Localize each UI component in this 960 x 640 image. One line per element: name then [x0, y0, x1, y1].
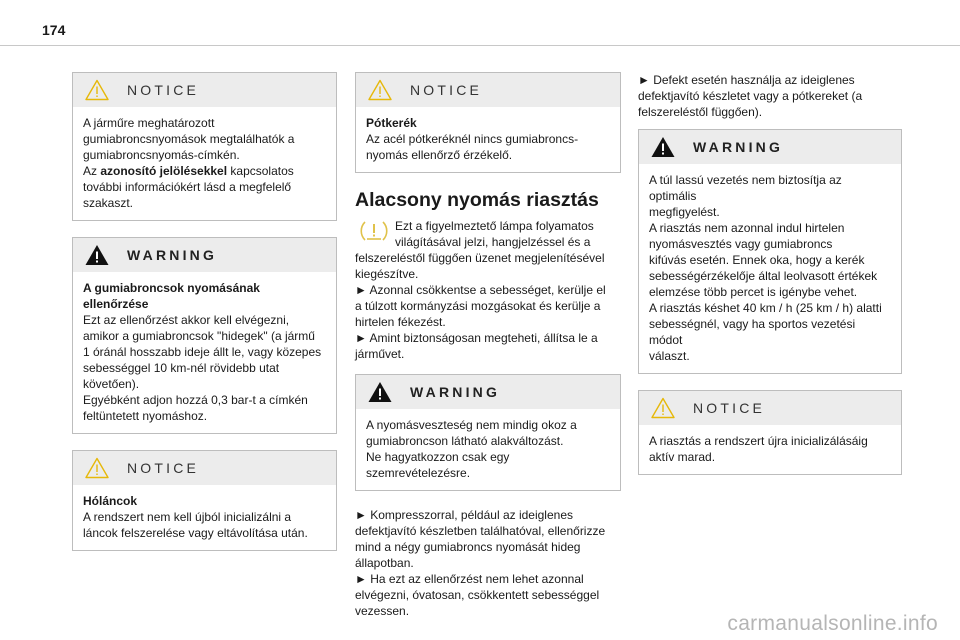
text-line: láncok felszerelése vagy eltávolítása után.	[83, 526, 308, 540]
notice-title: NOTICE	[410, 82, 483, 98]
warning-box-header	[356, 375, 620, 409]
text-line: felszereléstől függően üzenet megjelenítésével	[355, 251, 605, 265]
notice-box-snow-chains	[72, 450, 337, 551]
text-line: járművet.	[355, 347, 405, 361]
column-3	[638, 72, 902, 491]
text-line: felszereléstől függően).	[638, 105, 763, 119]
tyre-pressure-warning-icon	[359, 219, 389, 243]
text-line: nyomásvesztés vagy gumiabroncs	[649, 237, 833, 251]
text-line: A rendszert nem kell újból inicializálni a	[83, 510, 292, 524]
text-line: A riasztás a rendszert újra inicializálásáig	[649, 434, 868, 448]
text-line: Ezt a figyelmeztető lámpa folyamatos	[395, 219, 594, 233]
text-line: szakaszt.	[83, 196, 134, 210]
notice-body	[356, 107, 620, 172]
notice-triangle-icon	[85, 457, 109, 479]
warning-box-pressure-check	[72, 237, 337, 434]
notice-subheading: Hóláncok	[83, 494, 138, 508]
text-line: hirtelen fékezést.	[355, 315, 446, 329]
text-line: gumiabroncsnyomások megtalálhatók a	[83, 132, 295, 146]
text-line: defektjavító készletet vagy a pótkereket (a	[638, 89, 863, 103]
warning-triangle-icon	[368, 381, 392, 403]
warning-triangle-icon	[85, 244, 109, 266]
bullet-line: ► Ha ezt az ellenőrzést nem lehet azonnal	[355, 572, 584, 586]
page-number: 174	[42, 22, 66, 38]
warning-box-header	[73, 238, 336, 272]
text-line: állapotban.	[355, 556, 414, 570]
low-pressure-alert-text	[355, 218, 621, 362]
column-2	[355, 72, 621, 619]
warning-title: WARNING	[693, 139, 784, 155]
text-line: Egyébként adjon hozzá 0,3 bar-t a címkén	[83, 393, 308, 407]
text-line: megfigyelést.	[649, 205, 720, 219]
notice-triangle-icon	[85, 79, 109, 101]
warning-body	[356, 409, 620, 490]
text-line: Ne hagyatkozzon csak egy	[366, 450, 510, 464]
text-line: sebességérzékelője által leolvasott értékek	[649, 269, 878, 283]
warning-box-header	[639, 130, 901, 164]
warning-subheading: ellenőrzése	[83, 297, 149, 311]
bullet-line: ► Defekt esetén használja az ideiglenes	[638, 73, 855, 87]
watermark: carmanualsonline.info	[727, 612, 938, 635]
text-line	[83, 163, 326, 179]
text-line: elvégezni, óvatosan, csökkentett sebességgel	[355, 588, 600, 602]
notice-box-header	[73, 451, 336, 485]
compressor-check-text	[355, 507, 621, 619]
text-line: vezessen.	[355, 604, 410, 618]
text-line: A riasztás nem azonnal indul hirtelen	[649, 221, 845, 235]
text-line: Ezt az ellenőrzést akkor kell elvégezni,	[83, 313, 290, 327]
warning-body	[639, 164, 901, 373]
text-line: Az acél pótkeréknél nincs gumiabroncs-	[366, 132, 579, 146]
bullet-line: ► Kompresszorral, például az ideiglenes	[355, 508, 573, 522]
text-line: feltüntetett nyomáshoz.	[83, 409, 208, 423]
text-line: kiegészítve.	[355, 267, 419, 281]
text-line: defektjavító készletben találhatóval, ellenőrizze	[355, 524, 606, 538]
text-line: A túl lassú vezetés nem biztosítja az optimális	[649, 173, 842, 203]
warning-title: WARNING	[410, 384, 501, 400]
notice-box-spare-wheel	[355, 72, 621, 173]
notice-title: NOTICE	[127, 82, 200, 98]
text-line: elemzése több percet is igénybe vehet.	[649, 285, 858, 299]
notice-box-header	[73, 73, 336, 107]
text-line: további információkért lásd a megfelelő	[83, 180, 292, 194]
text-line: választ.	[649, 349, 690, 363]
text-line: nyomás ellenőrző érzékelő.	[366, 148, 513, 162]
warning-box-visual-check	[355, 374, 621, 491]
text-line: világításával jelzi, hangjelzéssel és a	[395, 235, 591, 249]
text-line: szemrevételezésre.	[366, 466, 471, 480]
text-line: a túlzott kormányzási mozgásokat és kerülje a	[355, 299, 601, 313]
notice-title: NOTICE	[127, 460, 200, 476]
notice-subheading: Pótkerék	[366, 116, 417, 130]
warning-title: WARNING	[127, 247, 218, 263]
warning-box-slow-driving	[638, 129, 902, 374]
column-1	[72, 72, 337, 567]
text-line: 1 óránál hosszabb ideje állt le, vagy közepes	[83, 345, 322, 359]
text-line: A járműre meghatározott	[83, 116, 215, 130]
notice-body	[639, 425, 901, 474]
text-line: kifúvás esetén. Ennek oka, hogy a kerék	[649, 253, 865, 267]
text-line: A riasztás késhet 40 km / h (25 km / h) alatti	[649, 301, 882, 315]
notice-body	[73, 107, 336, 220]
notice-box-alert-active	[638, 390, 902, 475]
warning-subheading: A gumiabroncsok nyomásának	[83, 281, 260, 295]
text-line: sebességnél, vagy ha sportos vezetési módot	[649, 317, 856, 347]
text-line: mind a négy gumiabroncs nyomását hideg	[355, 540, 581, 554]
header-divider	[0, 45, 960, 46]
text-line: gumiabroncson látható alakváltozást.	[366, 434, 564, 448]
text-fragment: kapcsolatos	[227, 164, 294, 178]
text-line: A nyomásveszteség nem mindig okoz a	[366, 418, 577, 432]
text-line: aktív marad.	[649, 450, 716, 464]
text-fragment: Az	[83, 164, 101, 178]
text-line: amikor a gumiabroncsok "hidegek" (a jármű	[83, 329, 315, 343]
notice-box-tyre-pressure	[72, 72, 337, 221]
notice-triangle-icon	[651, 397, 675, 419]
notice-body	[73, 485, 336, 550]
bullet-line: ► Azonnal csökkentse a sebességet, kerülje el	[355, 283, 606, 297]
warning-body	[73, 272, 336, 433]
notice-box-header	[356, 73, 620, 107]
notice-box-header	[639, 391, 901, 425]
notice-title: NOTICE	[693, 400, 766, 416]
puncture-repair-text	[638, 72, 902, 120]
text-line: követően).	[83, 377, 140, 391]
bullet-line: ► Amint biztonságosan megteheti, állítsa le a	[355, 331, 598, 345]
section-heading: Alacsony nyomás riasztás	[355, 189, 599, 211]
bold-reference: azonosító jelölésekkel	[100, 164, 228, 178]
page-header	[0, 0, 960, 46]
notice-triangle-icon	[368, 79, 392, 101]
text-line: gumiabroncsnyomás-címkén.	[83, 148, 240, 162]
text-line: sebességgel 10 km-nél rövidebb utat	[83, 361, 280, 375]
warning-triangle-icon	[651, 136, 675, 158]
